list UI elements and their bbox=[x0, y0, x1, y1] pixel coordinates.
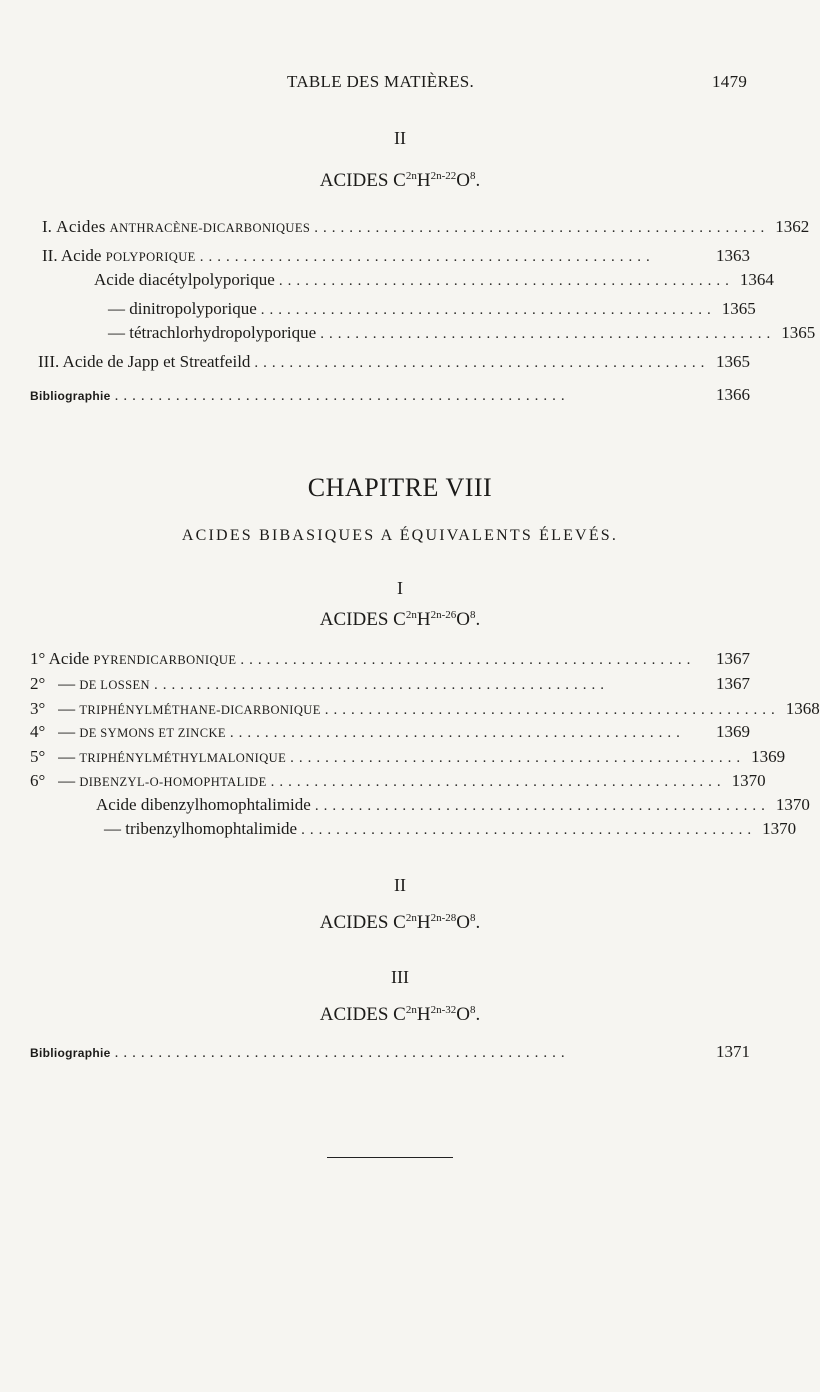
section-formula-heading: ACIDES $C^{2n}H^{2n-22}O^8$. bbox=[319, 170, 481, 191]
leader-dots: .................................................... bbox=[240, 652, 696, 668]
leader-dots: .................................................... bbox=[320, 326, 776, 342]
toc-entry[interactable]: — tribenzylhomophtalimide .................................................... 1370 bbox=[104, 817, 750, 841]
toc-entry[interactable]: 3° — TRIPHÉNYLMÉTHANE-DICARBONIQUE .................................................... 1368 bbox=[30, 697, 750, 721]
leader-dots: .................................................... bbox=[153, 677, 609, 693]
toc-entry-bibliography[interactable]: Bibliographie .................................................... 1371 bbox=[30, 1040, 750, 1064]
toc-entry[interactable]: 6° — DIBENZYL-O-HOMOPHTALIDE .................................................... 1370 bbox=[30, 769, 750, 793]
leader-dots: .................................................... bbox=[254, 355, 710, 371]
leader-dots: .................................................... bbox=[114, 1045, 570, 1061]
chapter-subtitle: ACIDES BIBASIQUES A ÉQUIVALENTS ÉLEVÉS. bbox=[181, 527, 619, 544]
page-number: 1479 bbox=[712, 72, 748, 91]
toc-entry[interactable]: 2° — DE LOSSEN .................................................... 1367 bbox=[30, 672, 750, 696]
toc-entry[interactable]: 5° — TRIPHÉNYLMÉTHYLMALONIQUE .................................................... 1369 bbox=[30, 745, 750, 769]
section-roman-numeral: II bbox=[394, 875, 406, 895]
section-formula-heading: ACIDES $C^{2n}H^{2n-32}O^8$. bbox=[319, 1004, 481, 1025]
section-formula-heading: ACIDES $C^{2n}H^{2n-28}O^8$. bbox=[319, 912, 481, 933]
toc-entry[interactable]: — tétrachlorhydropolyporique .................................................... 1365 bbox=[108, 321, 750, 345]
leader-dots: .................................................... bbox=[324, 702, 780, 718]
leader-dots: .................................................... bbox=[260, 302, 716, 318]
closing-rule bbox=[327, 1157, 453, 1158]
toc-entry[interactable]: III. Acide de Japp et Streatfeild .................................................... 1365 bbox=[38, 350, 750, 374]
leader-dots: .................................................... bbox=[314, 798, 770, 814]
leader-dots: .................................................... bbox=[229, 725, 685, 741]
leader-dots: .................................................... bbox=[114, 388, 570, 404]
leader-dots: .................................................... bbox=[199, 249, 655, 265]
toc-entry[interactable]: Acide diacétylpolyporique .................................................... 1364 bbox=[94, 268, 750, 292]
section-roman-numeral: II bbox=[394, 128, 406, 148]
section-formula-heading: ACIDES $C^{2n}H^{2n-26}O^8$. bbox=[319, 609, 481, 630]
toc-entry[interactable]: — dinitropolyporique .................................................... 1365 bbox=[108, 297, 750, 321]
leader-dots: .................................................... bbox=[301, 822, 757, 838]
toc-entry[interactable]: 4° — DE SYMONS ET ZINCKE .................................................... 1369 bbox=[30, 720, 750, 744]
leader-dots: .................................................... bbox=[270, 774, 726, 790]
toc-entry[interactable]: 1° Acide PYRENDICARBONIQUE .................................................... 1367 bbox=[30, 647, 750, 671]
toc-entry[interactable]: I. Acides ANTHRACÈNE-DICARBONIQUES .................................................... 1362 bbox=[42, 215, 750, 239]
section-roman-numeral: III bbox=[391, 967, 409, 987]
chapter-title: CHAPITRE VIII bbox=[307, 473, 493, 502]
leader-dots: .................................................... bbox=[314, 220, 770, 236]
section-roman-numeral: I bbox=[397, 578, 403, 598]
leader-dots: .................................................... bbox=[290, 750, 746, 766]
toc-entry[interactable]: II. Acide POLYPORIQUE .................................................... 1363 bbox=[42, 244, 750, 268]
toc-entry-bibliography[interactable]: Bibliographie .................................................... 1366 bbox=[30, 383, 750, 407]
leader-dots: .................................................... bbox=[278, 273, 734, 289]
running-header-title: TABLE DES MATIÈRES. bbox=[287, 72, 475, 91]
toc-entry[interactable]: Acide dibenzylhomophtalimide .................................................... 1370 bbox=[96, 793, 750, 817]
